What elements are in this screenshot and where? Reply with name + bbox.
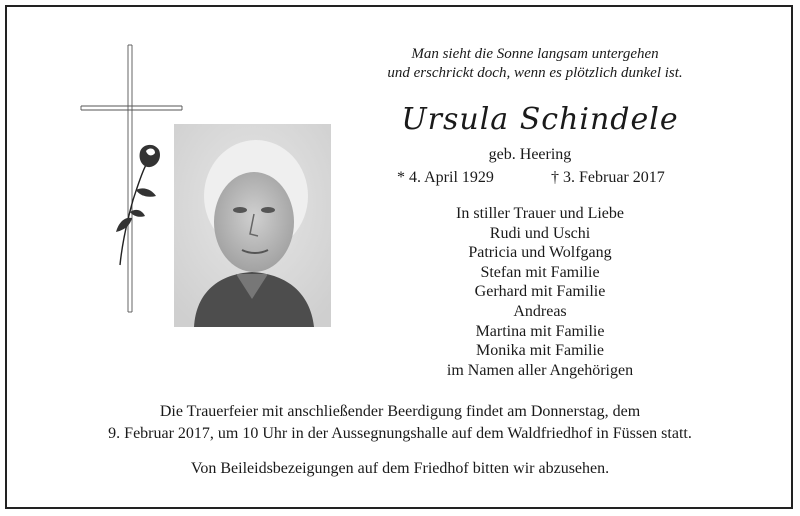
funeral-notice-line-1: Die Trauerfeier mit anschließender Beerdigung findet am Donnerstag, dem <box>159 403 641 420</box>
mourner-line: Andreas <box>513 302 567 320</box>
mourner-line: In stiller Trauer und Liebe <box>456 205 624 222</box>
cross-rose-icon <box>70 40 190 320</box>
maiden-name: geb. Heering <box>488 146 572 163</box>
mourners-list <box>380 204 700 380</box>
deceased-name: Ursula Schindele <box>401 102 679 137</box>
mourner-line: Rudi und Uschi <box>489 224 591 242</box>
motto-line-2: und erschrickt doch, wenn es plötzlich dunkel ist. <box>387 65 683 81</box>
condolence-note: Von Beileidsbezeigungen auf dem Friedhof bitten wir abzusehen. <box>190 460 610 477</box>
motto-line-1: Man sieht die Sonne langsam untergehen <box>411 46 659 62</box>
funeral-notice-line-2: 9. Februar 2017, um 10 Uhr in der Aussegnungshalle auf dem Waldfriedhof in Füssen statt. <box>108 425 692 442</box>
portrait-photo <box>174 124 331 327</box>
mourner-line: Stefan mit Familie <box>480 263 600 281</box>
mourner-line: Monika mit Familie <box>476 342 604 360</box>
mourner-line: Gerhard mit Familie <box>474 283 606 301</box>
mourner-line: Patricia und Wolfgang <box>468 244 612 262</box>
death-date: † 3. Februar 2017 <box>551 169 665 186</box>
mourner-line: Martina mit Familie <box>475 322 605 340</box>
mourner-line: im Namen aller Angehörigen <box>446 361 634 379</box>
birth-date: * 4. April 1929 <box>397 169 494 186</box>
